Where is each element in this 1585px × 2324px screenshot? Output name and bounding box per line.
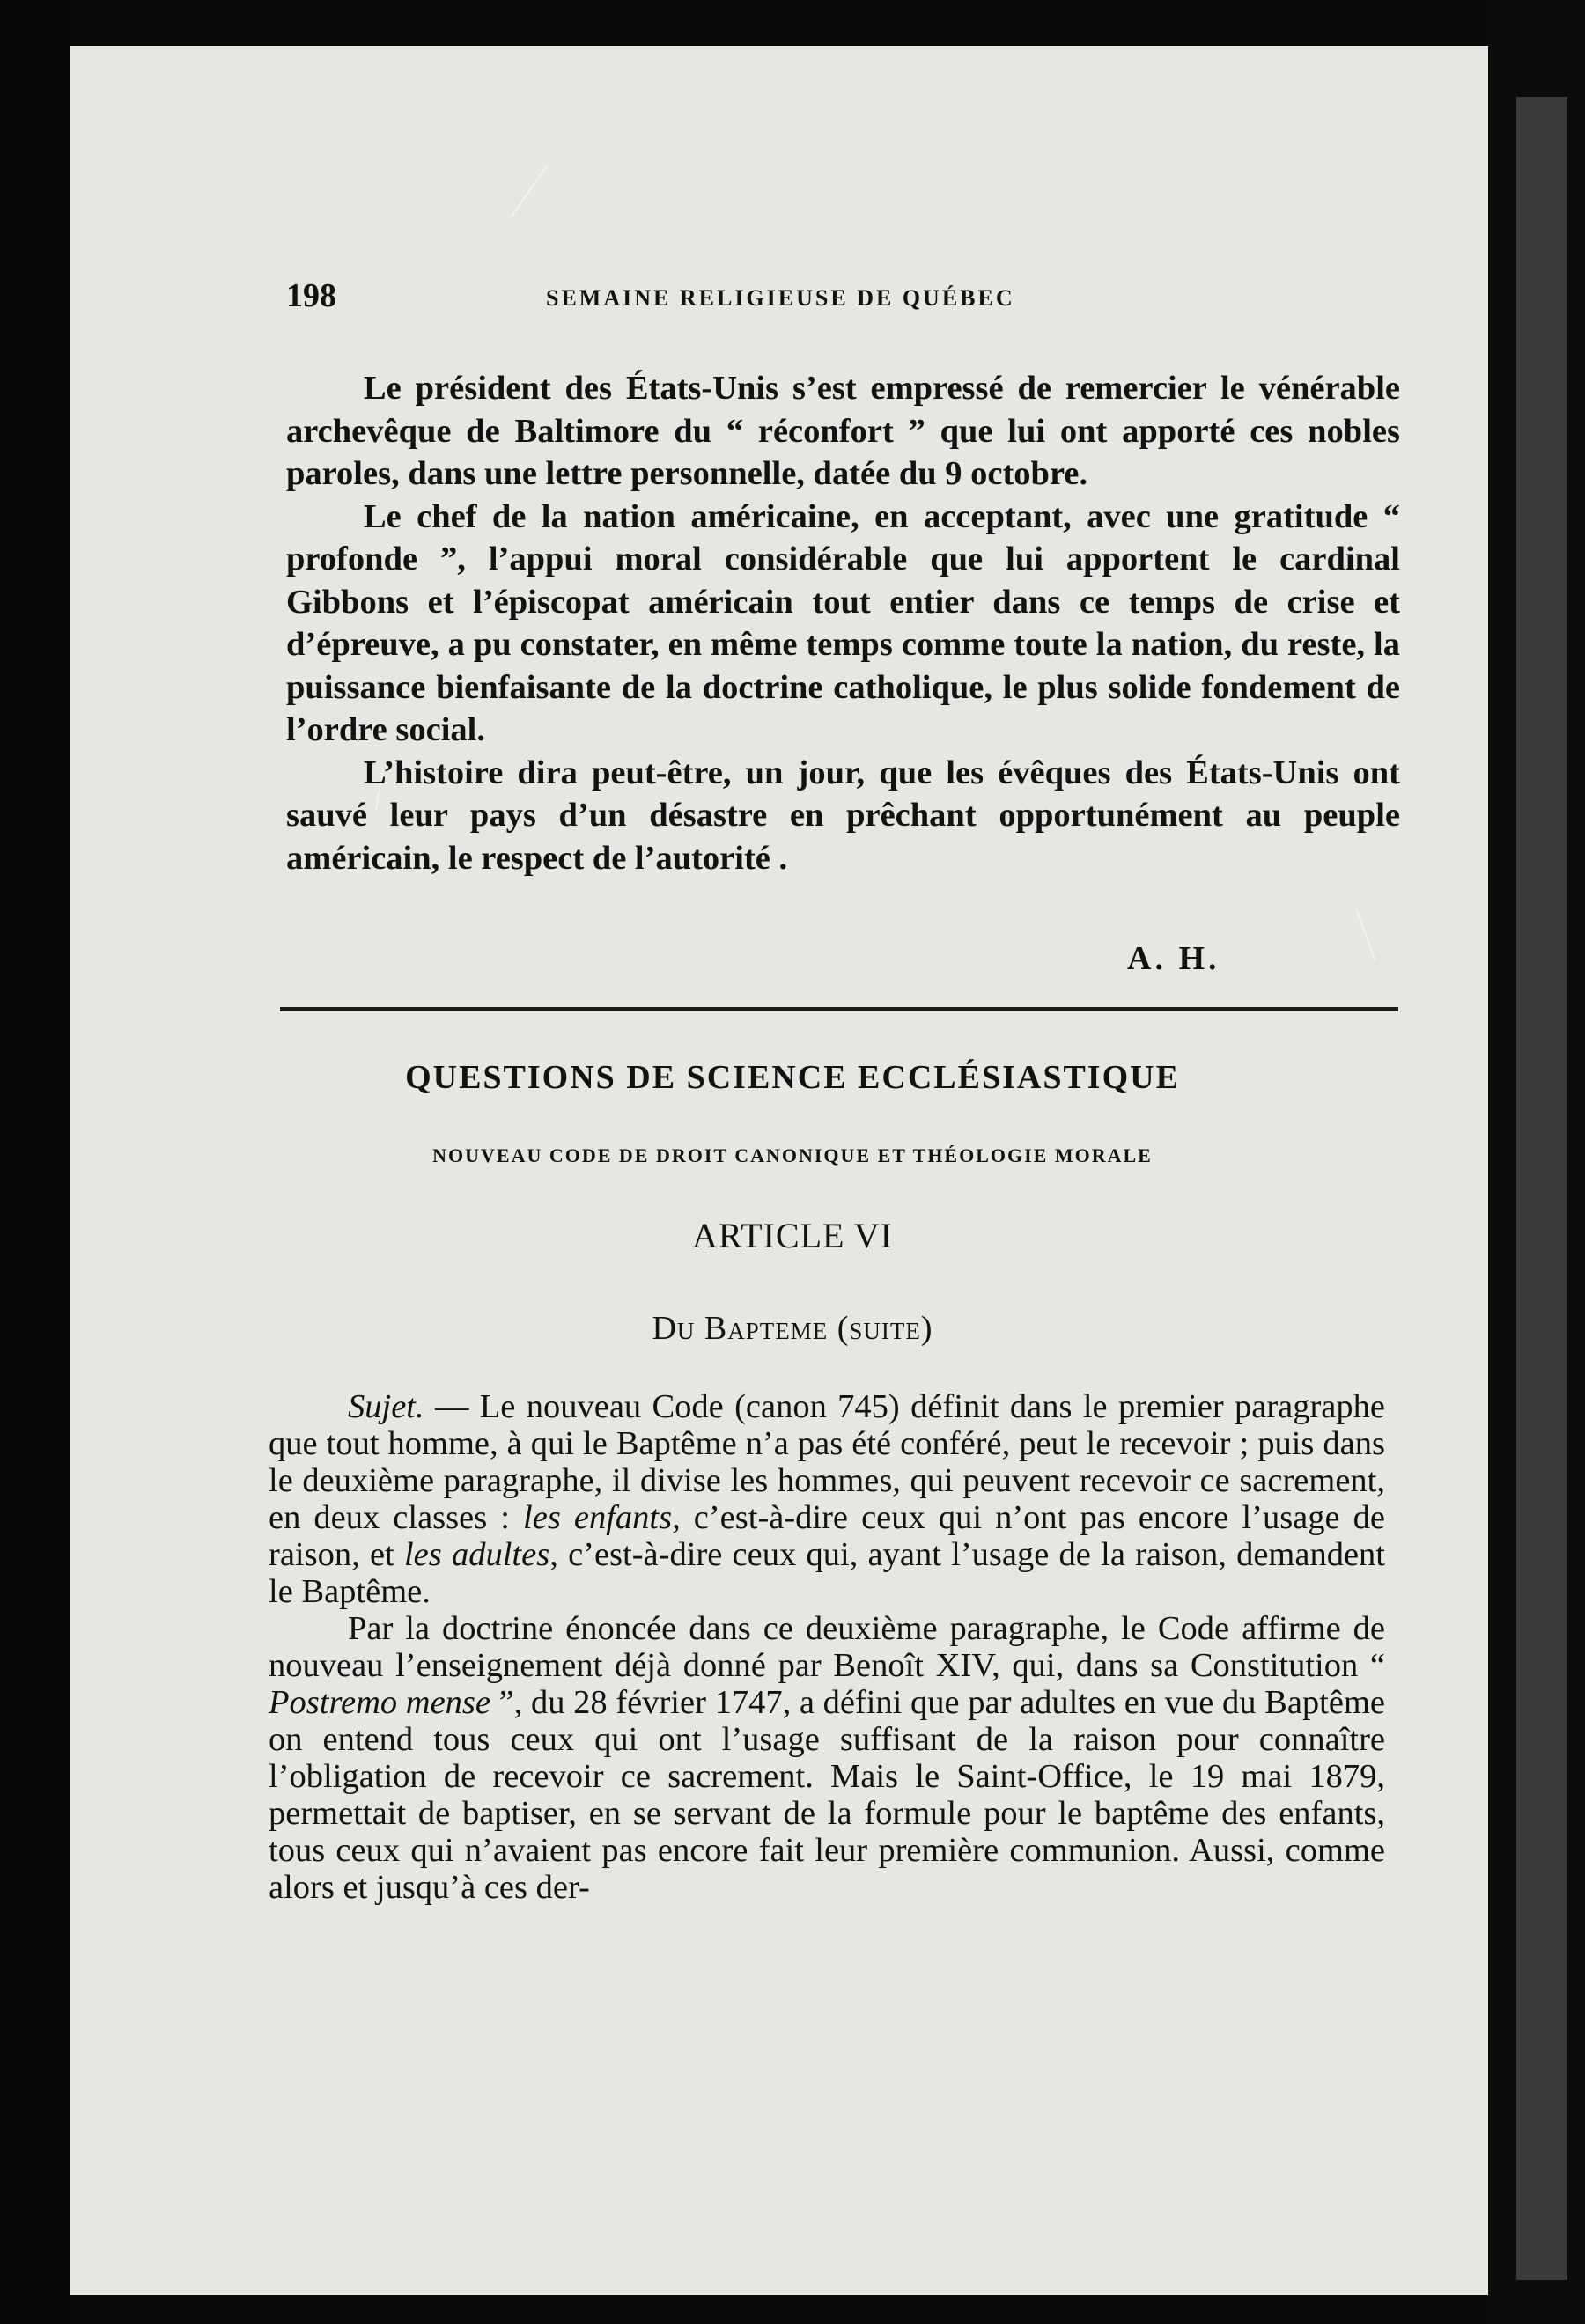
article-title: ARTICLE VI [692,1216,893,1255]
text-run: , c’est-à-dire ceux qui, ayant l’usage de la raison, demandent le Baptême. [269,1536,1386,1610]
section-subheading: NOUVEAU CODE DE DROIT CANONIQUE ET THÉOLOGIE MORALE [432,1144,1153,1166]
section-divider [280,1007,1398,1011]
paragraph [269,1388,1385,1610]
paragraph [269,1610,1385,1906]
text-run: ”, du 28 février 1747, a défini que par adultes en vue du Baptême on entend tous ceux qui ont l’usage suffisant de la raison pour connaître l’obligation de recevoir ce sacrement. Mais le Saint-Office, le 19 mai 1879, permettait de baptiser, en se servant de la formule pour le baptême des enfants, tous ceux qui n’avaient pas encore fait leur première communion. Aussi, comme alors et jusqu’à ces der- [269,1684,1385,1906]
page-number: 198 [286,277,336,314]
scan-scratch [511,165,548,217]
journal-title: SEMAINE RELIGIEUSE DE QUÉBEC [546,285,1015,311]
article-2-body [269,1388,1385,1906]
emphasis: les enfants [523,1499,673,1536]
document-page [70,46,1488,2295]
paragraph-label: Sujet. [348,1388,424,1425]
paragraph: L’histoire dira peut-être, un jour, que les évêques des États-Unis ont sauvé leur pays d’un désastre en prêchant opportunément au peuple américain, le respect de l’autorité . [286,754,1400,877]
emphasis: les adultes [403,1536,550,1573]
adjacent-page-strip [1516,97,1567,2280]
text-run: Par la doctrine énoncée dans ce deuxième paragraphe, le Code affirme de nouveau l’enseignement déjà donné par Benoît XIV, qui, dans sa Constitution “ [269,1610,1385,1684]
article-subtitle: Du Bapteme (suite) [652,1310,933,1347]
author-signature: A. H. [1127,940,1220,977]
paragraph: Le président des États-Unis s’est empressé de remercier le vénérable archevêque de Baltimore du “ réconfort ” que lui ont apporté ces nobles paroles, dans une lettre personnelle, datée du 9 octobre. [286,370,1400,492]
emphasis: Postremo mense [269,1684,491,1721]
article-1-body [286,367,1400,879]
text-run: , c’est-à-dire ceux qui n’ont pas encore l’usage de raison, et [269,1499,1385,1573]
section-heading: QUESTIONS DE SCIENCE ECCLÉSIASTIQUE [405,1059,1180,1096]
text-run: — Le nouveau Code (canon 745) définit dans le premier paragraphe que tout homme, à qui le Baptême n’a pas été conféré, peut le recevoir ; puis dans le deuxième paragraphe, il divise les hommes, qui peuvent recevoir ce sacrement, en deux classes : [269,1388,1385,1536]
paragraph: Le chef de la nation américaine, en acceptant, avec une gratitude “ profonde ”, l’appui moral considérable que lui apportent le cardinal Gibbons et l’épiscopat américain tout entier dans ce temps de crise et d’épreuve, a pu constater, en même temps comme toute la nation, du reste, la puissance bienfaisante de la doctrine catholique, le plus solide fondement de l’ordre social. [286,497,1400,748]
running-head [286,276,1281,329]
scan-scratch [1356,909,1375,960]
film-edge-left [0,0,70,2324]
